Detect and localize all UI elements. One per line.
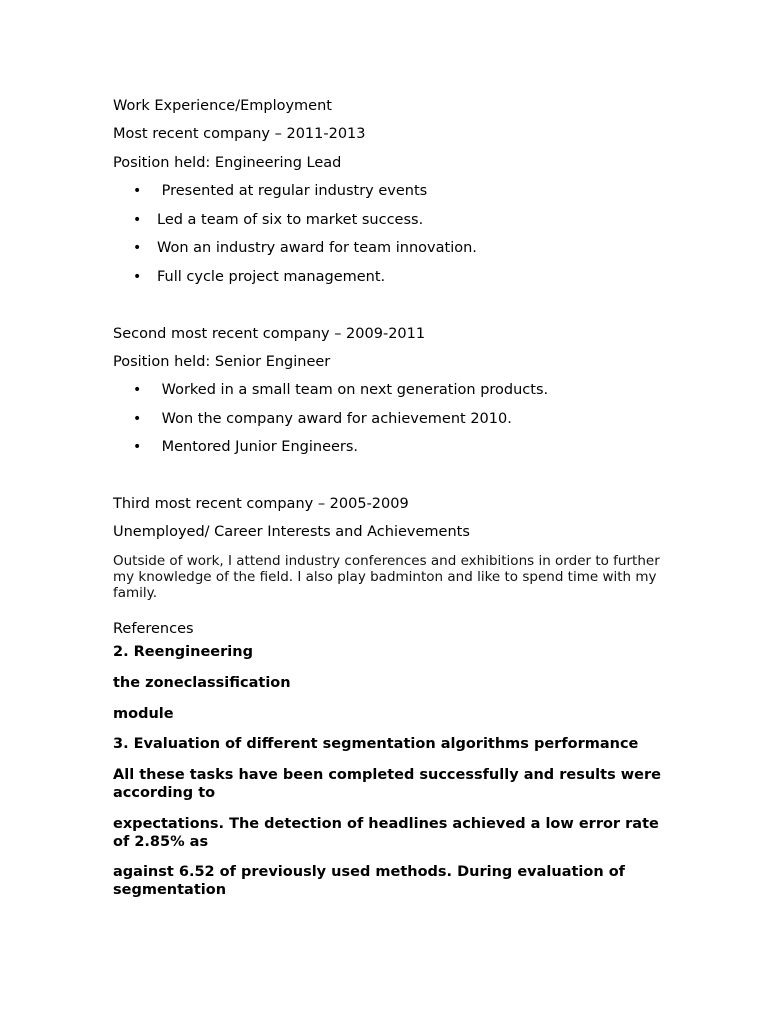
company-line-2: Second most recent company – 2009-2011 [113,326,426,342]
interests-paragraph: Outside of work, I attend industry conferences and exhibitions in order to further my knowledge of the field. I also play badminton and like to spend time with my family. [113,553,660,601]
bullet-item [133,410,512,428]
bullet-text: Full cycle project management. [157,269,386,285]
bullet-icon: • [133,411,142,427]
bullet-item [133,381,548,399]
reference-line: 3. Evaluation of different segmentation algorithms performance [113,736,639,752]
bullet-icon: • [133,269,142,285]
section-heading-career-interests: Unemployed/ Career Interests and Achievements [113,524,470,540]
bullet-text: Mentored Junior Engineers. [157,439,359,455]
bullet-icon: • [133,382,142,398]
position-line-1: Position held: Engineering Lead [113,155,342,171]
section-heading-work-experience: Work Experience/Employment [113,98,332,114]
bullet-item [133,182,427,200]
reference-line: module [113,706,174,722]
bullet-icon: • [133,183,142,199]
section-heading-references: References [113,621,194,637]
reference-line: expectations. The detection of headlines achieved a low error rate of 2.85% as [113,816,659,850]
bullet-icon: • [133,439,142,455]
reference-line: against 6.52 of previously used methods. During evaluation of segmentation [113,864,625,898]
bullet-icon: • [133,240,142,256]
reference-line: 2. Reengineering [113,644,253,660]
position-line-2: Position held: Senior Engineer [113,354,331,370]
bullet-text: Won an industry award for team innovation. [157,240,477,256]
bullet-item [133,268,385,286]
bullet-item [133,438,358,456]
company-line-1: Most recent company – 2011-2013 [113,126,366,142]
company-line-3: Third most recent company – 2005-2009 [113,496,409,512]
bullet-icon: • [133,212,142,228]
bullet-text: Worked in a small team on next generation products. [157,382,549,398]
bullet-text: Presented at regular industry events [157,183,428,199]
bullet-item [133,211,423,229]
reference-line: the zoneclassification [113,675,291,691]
reference-line: All these tasks have been completed successfully and results were according to [113,767,661,801]
bullet-text: Led a team of six to market success. [157,212,424,228]
bullet-item [133,239,477,257]
bullet-text: Won the company award for achievement 2010. [157,411,512,427]
